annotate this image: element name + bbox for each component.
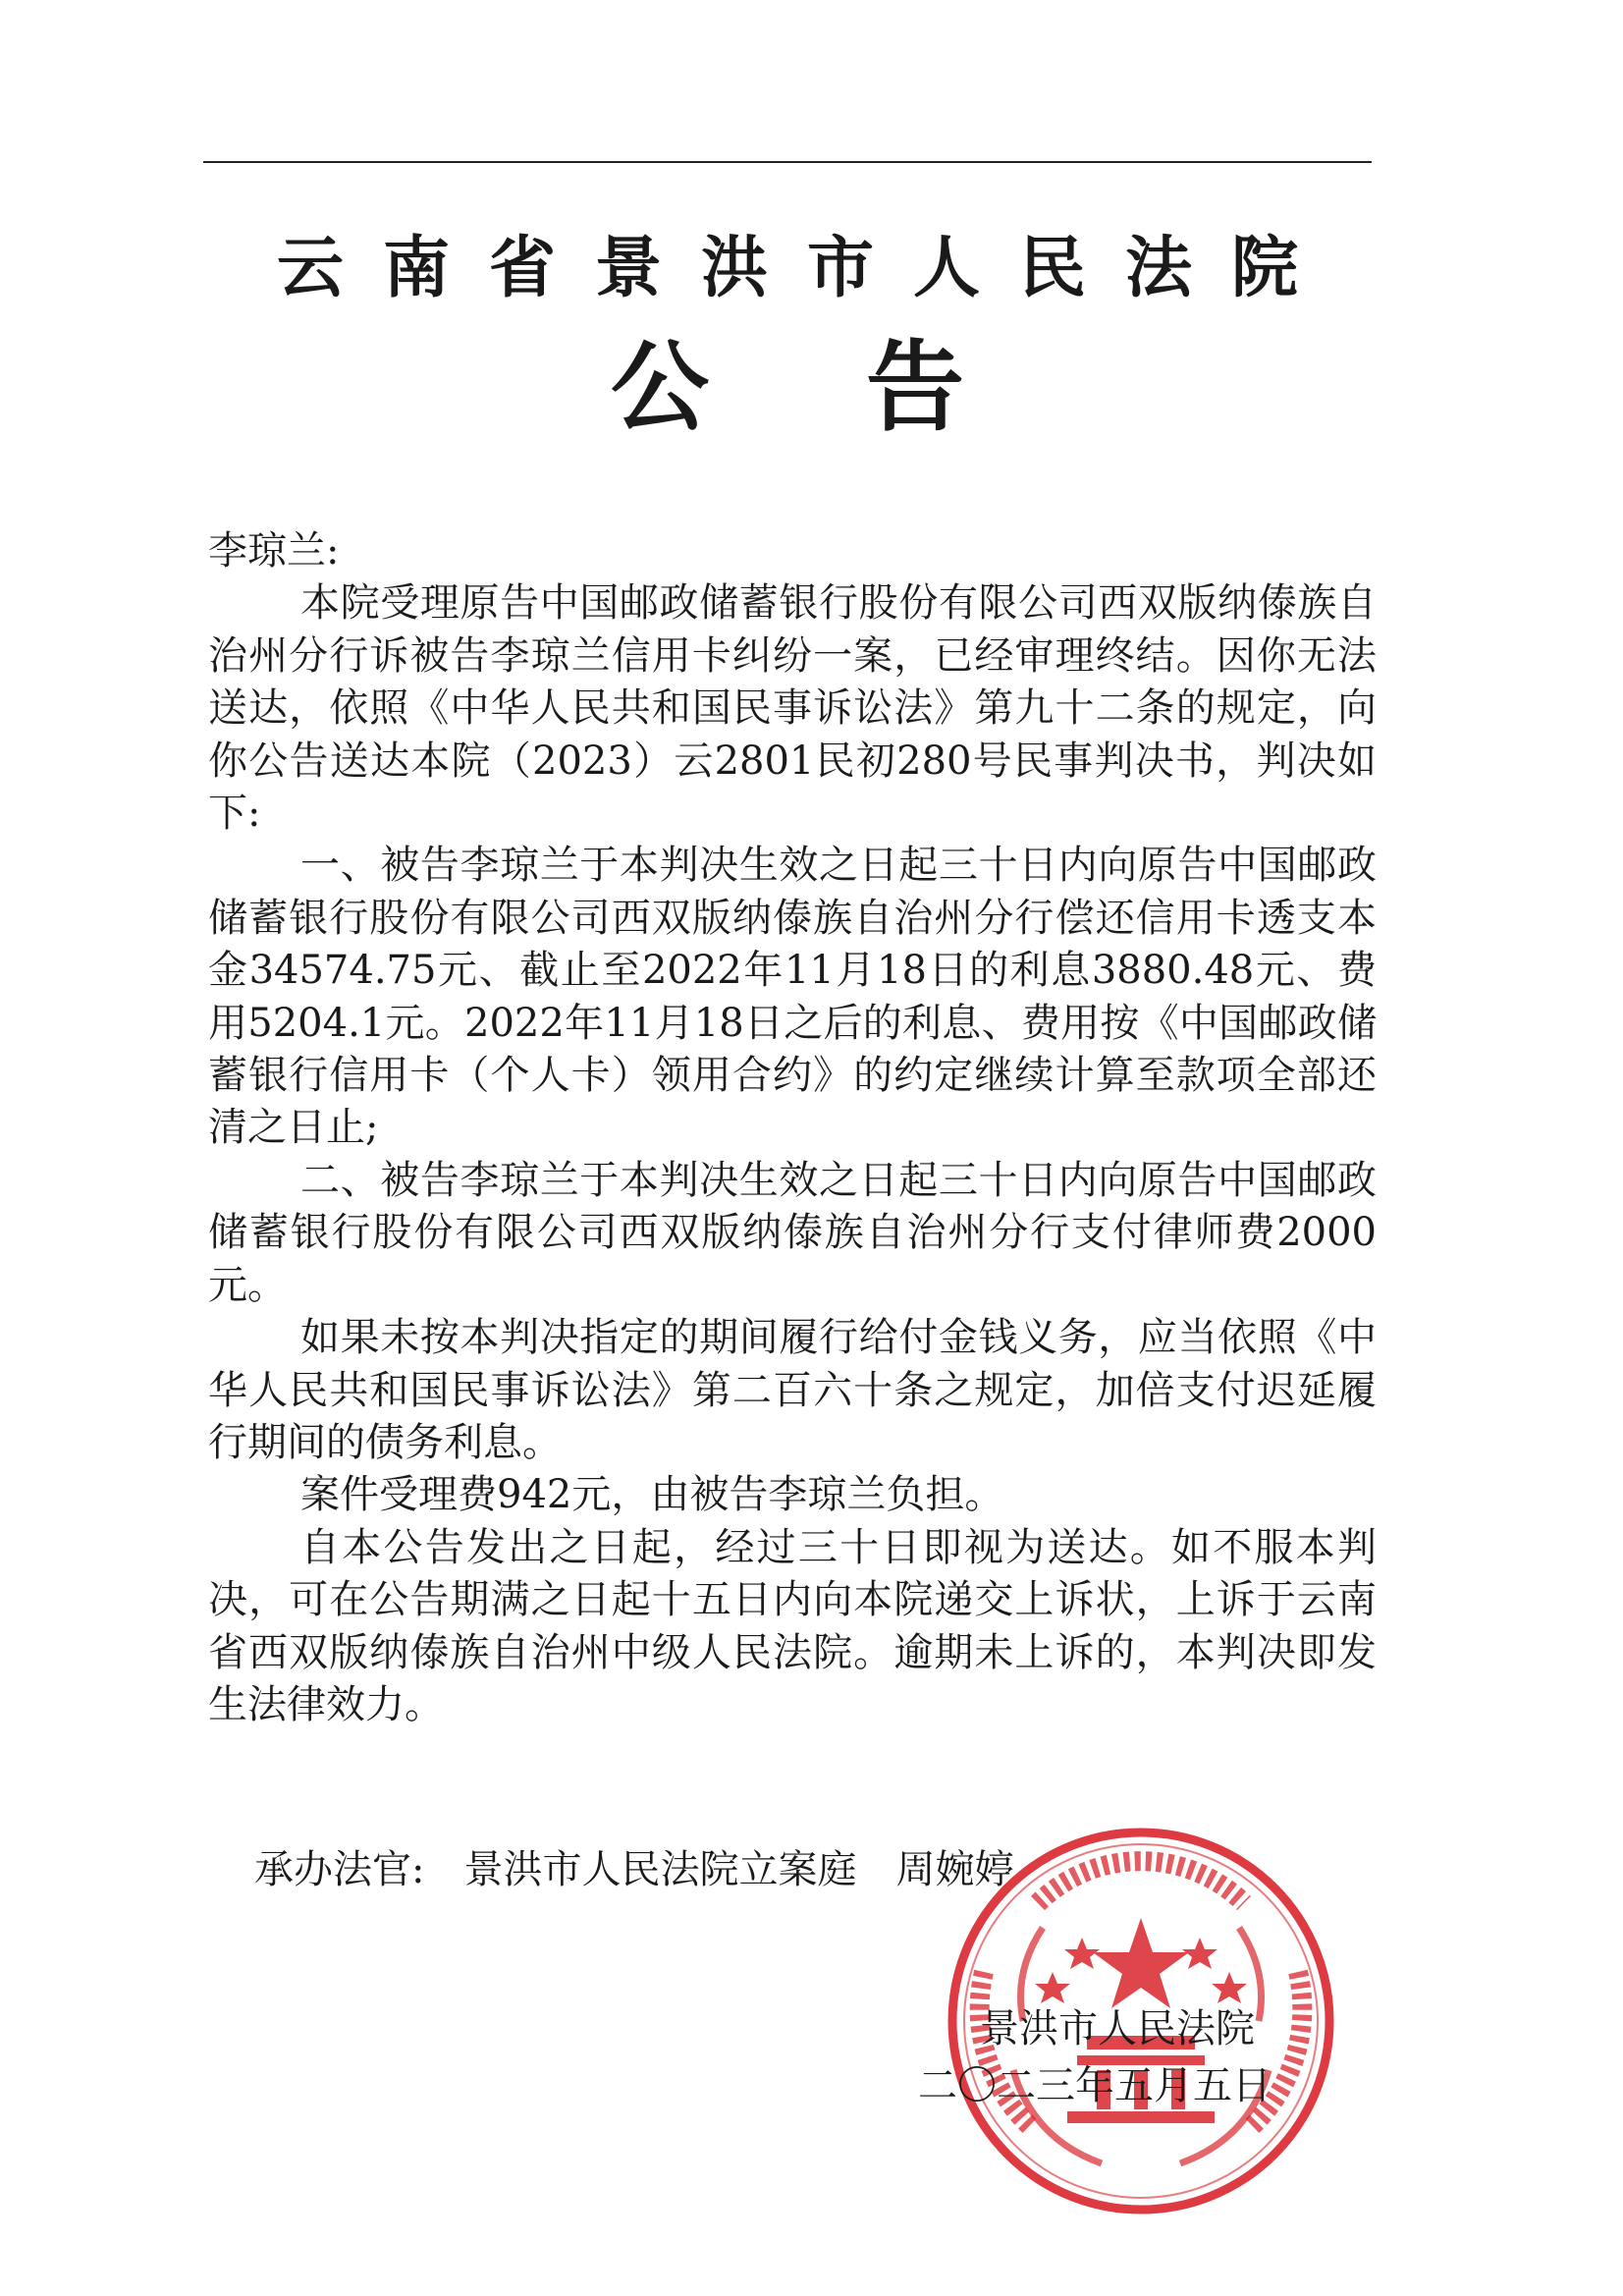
addressee: 李琼兰: bbox=[208, 528, 340, 574]
paragraph-case-intro: 本院受理原告中国邮政储蓄银行股份有限公司西双版纳傣族自治州分行诉被告李琼兰信用卡纠纷一案，已经审理终结。因你无法送达，依照《中华人民共和国民事诉讼法》第九十二条的规定，向你公告送达本院（2023）云2801民初280号民事判决书，判决如下: bbox=[208, 580, 1377, 837]
paragraph-service-appeal: 自本公告发出之日起，经过三十日即视为送达。如不服本判决，可在公告期满之日起十五日内向本院递交上诉状，上诉于云南省西双版纳傣族自治州中级人民法院。逾期未上诉的，本判决即发生法律效力。 bbox=[208, 1524, 1377, 1727]
paragraph-case-fee: 案件受理费942元，由被告李琼兰负担。 bbox=[300, 1472, 1004, 1518]
judge-name: 周婉婷 bbox=[895, 1847, 1014, 1892]
header-rule bbox=[203, 161, 1372, 163]
notice-title: 公告 bbox=[611, 330, 1121, 445]
paragraph-judgment-item-2: 二、被告李琼兰于本判决生效之日起三十日内向原告中国邮政储蓄银行股份有限公司西双版纳傣族自治州分行支付律师费2000元。 bbox=[208, 1157, 1377, 1308]
judge-info bbox=[254, 1842, 1013, 1897]
signature-date: 二〇二三年五月五日 bbox=[918, 2063, 1271, 2108]
paragraph-late-payment: 如果未按本判决指定的期间履行给付金钱义务，应当依照《中华人民共和国民事诉讼法》第二百六十条之规定，加倍支付迟延履行期间的债务利息。 bbox=[208, 1315, 1377, 1465]
court-name-heading: 云南省景洪市人民法院 bbox=[276, 230, 1337, 307]
judge-label: 承办法官: bbox=[254, 1847, 425, 1892]
signature-court: 景洪市人民法院 bbox=[980, 2006, 1255, 2051]
notice-body bbox=[208, 525, 1377, 1731]
judge-department: 景洪市人民法院立案庭 bbox=[463, 1847, 857, 1892]
paragraph-judgment-item-1: 一、被告李琼兰于本判决生效之日起三十日内向原告中国邮政储蓄银行股份有限公司西双版纳傣族自治州分行偿还信用卡透支本金34574.75元、截止至2022年11月18日的利息3880.48元、费用5204.1元。2022年11月18日之后的利息、费用按《中国邮政储蓄银行信用卡（个人卡）领用合约》的约定继续计算至款项全部还清之日止; bbox=[208, 843, 1377, 1151]
